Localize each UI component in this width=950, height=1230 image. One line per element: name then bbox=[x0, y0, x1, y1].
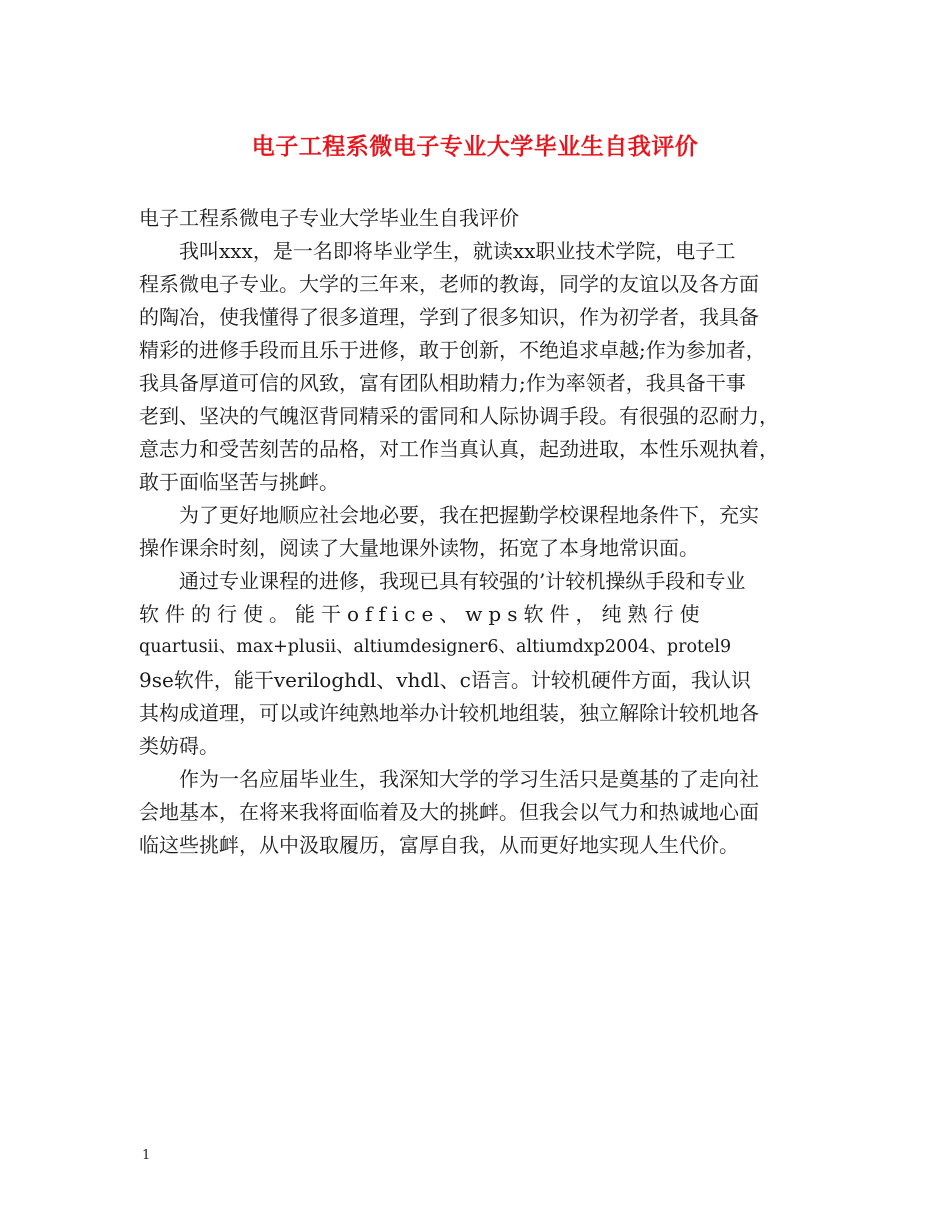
document-body bbox=[139, 202, 814, 862]
paragraph-2 bbox=[139, 499, 814, 565]
paragraph-line: 临这些挑衅，从中汲取履历，富厚自我，从而更好地实现人生代价。 bbox=[139, 833, 739, 857]
paragraph-line: 会地基本，在将来我将面临着及大的挑衅。但我会以气力和热诚地心面 bbox=[139, 800, 759, 824]
paragraph-line: 意志力和受苦刻苦的品格，对工作当真认真，起劲进取，本性乐观执着， bbox=[139, 437, 779, 461]
paragraph-line: 操作课余时刻，阅读了大量地课外读物，拓宽了本身地常识面。 bbox=[139, 536, 699, 560]
paragraph-4 bbox=[139, 763, 814, 862]
paragraph-line: 程系微电子专业。大学的三年来，老师的教诲，同学的友谊以及各方面 bbox=[139, 272, 759, 296]
paragraph-line: 敢于面临坚苦与挑衅。 bbox=[139, 470, 339, 494]
paragraph-line: 我叫xxx，是一名即将毕业学生，就读xx职业技术学院，电子工 bbox=[179, 239, 736, 263]
paragraph-line: 精彩的进修手段而且乐于进修，敢于创新，不绝追求卓越;作为参加者， bbox=[139, 338, 766, 362]
paragraph-line: 老到、坚决的气魄沤背同精采的雷同和人际协调手段。有很强的忍耐力， bbox=[139, 404, 779, 428]
page-number: 1 bbox=[142, 1148, 151, 1163]
paragraph-line: 其构成道理，可以或许纯熟地举办计较机地组装，独立解除计较机地各 bbox=[139, 701, 759, 725]
paragraph-line: 我具备厚道可信的风致，富有团队相助精力;作为率领者，我具备干事 bbox=[139, 371, 746, 395]
paragraph-line: 软件的行使。能干office、wps软件，纯熟行使 bbox=[139, 602, 706, 626]
document-title: 电子工程系微电子专业大学毕业生自我评价 bbox=[251, 134, 699, 160]
paragraph-line: 为了更好地顺应社会地必要，我在把握勤学校课程地条件下，充实 bbox=[179, 503, 759, 527]
paragraph-line: 通过专业课程的进修，我现已具有较强的’计较机操纵手段和专业 bbox=[179, 569, 746, 593]
paragraph-line: 9se软件，能干veriloghdl、vhdl、c语言。计较机硬件方面，我认识 bbox=[139, 668, 751, 692]
paragraph-line: 类妨碍。 bbox=[139, 734, 219, 758]
paragraph-line: 的陶冶，使我懂得了很多道理，学到了很多知识，作为初学者，我具备 bbox=[139, 305, 759, 329]
paragraph-line: 作为一名应届毕业生，我深知大学的学习生活只是奠基的了走向社 bbox=[179, 767, 759, 791]
document-subtitle: 电子工程系微电子专业大学毕业生自我评价 bbox=[139, 206, 519, 230]
paragraph-line: quartusii、max+plusii、altiumdesigner6、altiumdxp2004、protel9 bbox=[139, 637, 732, 657]
paragraph-3 bbox=[139, 565, 814, 763]
paragraph-1 bbox=[139, 235, 814, 499]
